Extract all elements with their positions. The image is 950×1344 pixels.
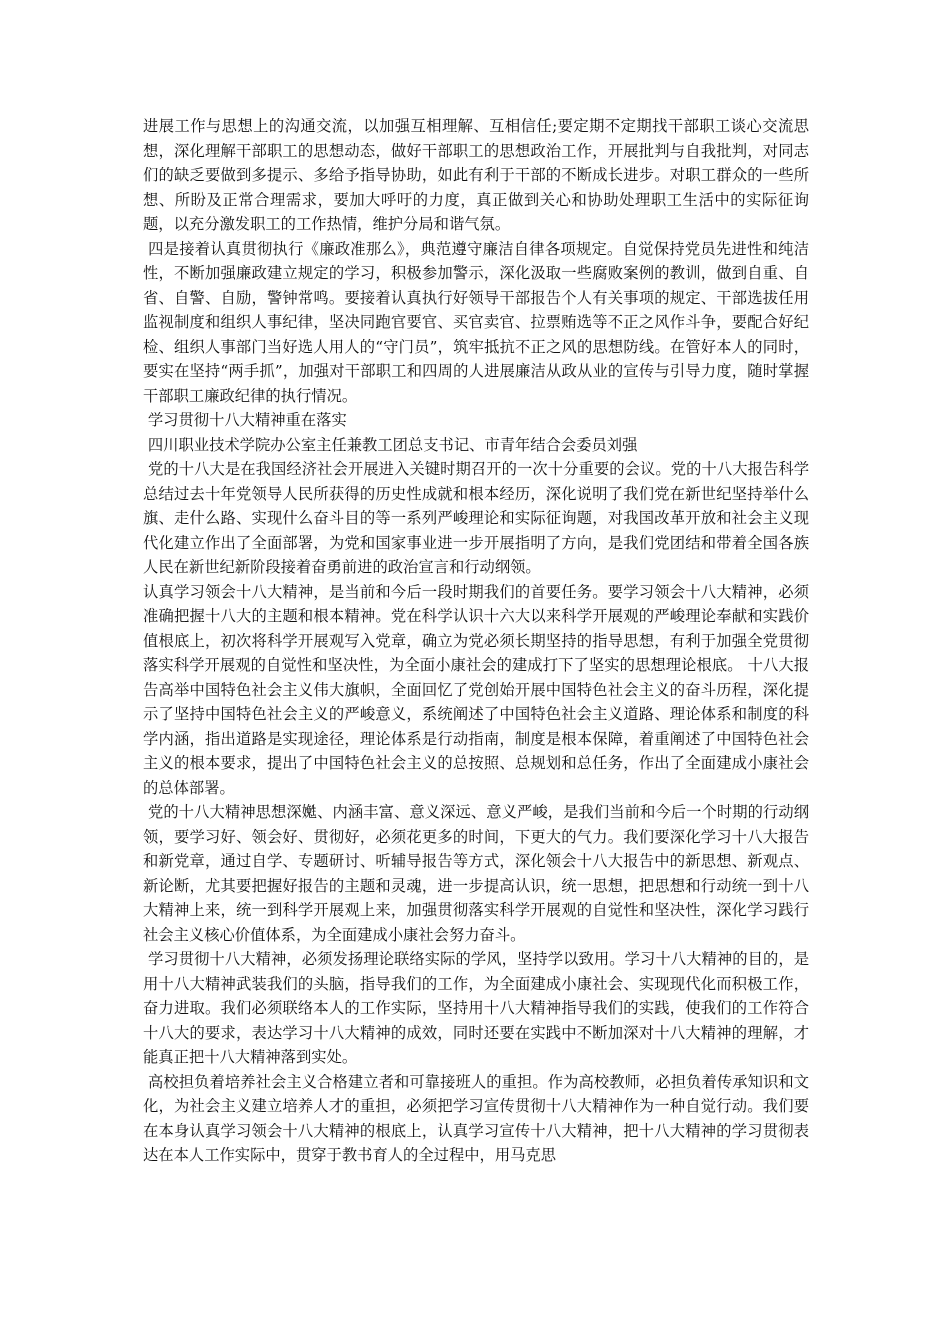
paragraph-6: 学习贯彻十八大精神，必须发扬理论联络实际的学风，坚持学以致用。学习十八大精神的目的，是用十八大精神武装我们的头脑，指导我们的工作，为全面建成小康社会、实现现代化而积极工作，奋力进取。我们必须联络本人的工作实际，坚持用十八大精神指导我们的实践，使我们的工作符合十八大的要求，表达学习十八大精神的成效，同时还要在实践中不断加深对十八大精神的理解，才能真正把十八大精神落到实处。 bbox=[143, 950, 809, 1066]
paragraph-5: 党的十八大精神思想深嬔、内涵丰富、意义深远、意义严峻，是我们当前和今后一个时期的行动纲领，要学习好、领会好、贯彻好，必须花更多的时间，下更大的气力。我们要深化学习十八大报告和新党章，通过自学、专题研讨、听辅导报告等方式，深化领会十八大报告中的新思想、新观点、新论断，尤其要把握好报告的主题和灵魂，进一步提高认识，统一思想，把思想和行动统一到十八大精神上来，统一到科学开展观上来，加强贯彻落实科学开展观的自觉性和坚决性，深化学习践行社会主义核心价值体系，为全面建成小康社会努力奋斗。 bbox=[143, 803, 809, 944]
document-body bbox=[143, 114, 809, 1168]
paragraph-7: 高校担负着培养社会主义合格建立者和可靠接班人的重担。作为高校教师，必担负着传承知识和文化，为社会主义建立培养人才的重担，必须把学习宣传贯彻十八大精神作为一种自觉行动。我们要在本身认真学习领会十八大精神的根底上，认真学习宣传十八大精神，把十八大精神的学习贯彻表达在本人工作实际中，贯穿于教书育人的全过程中，用马克思 bbox=[143, 1072, 809, 1164]
paragraph-3: 党的十八大是在我国经济社会开展进入关键时期召开的一次十分重要的会议。党的十八大报告科学总结过去十年党领导人民所获得的历史性成就和根本经历，深化说明了我们党在新世纪坚持举什么旗、走什么路、实现什么奋斗目的等一系列严峻理论和实际征询题，对我国改革开放和社会主义现代化建立作出了全面部署，为党和国家事业进一步开展指明了方向，是我们党团结和带着全国各族人民在新世纪新阶段接着奋勇前进的政治宣言和行动纲领。 bbox=[143, 460, 809, 576]
paragraph-2: 四是接着认真贯彻执行《廉政准那么》，典范遵守廉洁自律各项规定。自觉保持党员先进性和纯洁性，不断加强廉政建立规定的学习，积极参加警示，深化汲取一些腐败案例的教训，做到自重、自省、自警、自励，警钟常鸣。要接着认真执行好领导干部报告个人有关事项的规定、干部选拔任用监视制度和组织人事纪律，坚决同跑官要官、买官卖官、拉票贿选等不正之风作斗争，要配合好纪检、组织人事部门当好选人用人的“守门员”，筑牢抵抗不正之风的思想防线。在管好本人的同时，要实在坚持“两手抓”，加强对干部职工和四周的人进展廉洁从政从业的宣传与引导力度，随时掌握干部职工廉政纪律的执行情况。 bbox=[143, 239, 809, 405]
section-heading: 学习贯彻十八大精神重在落实 bbox=[143, 411, 347, 429]
author-line: 四川职业技术学院办公室主任兼教工团总支书记、市青年结合会委员刘强 bbox=[143, 435, 638, 454]
paragraph-4: 认真学习领会十八大精神，是当前和今后一段时期我们的首要任务。要学习领会十八大精神，必须准确把握十八大的主题和根本精神。党在科学认识十六大以来科学开展观的严峻理论奉献和实践价值根底上，初次将科学开展观写入党章，确立为党必须长期坚持的指导思想，有利于加强全党贯彻落实科学开展观的自觉性和坚决性，为全面小康社会的建成打下了坚实的思想理论根底。 十八大报告高举中国特色社会主义伟大旗帜，全面回忆了党创始开展中国特色社会主义的奋斗历程，深化提示了坚持中国特色社会主义的严峻意义，系统阐述了中国特色社会主义道路、理论体系和制度的科学内涵，指出道路是实现途径，理论体系是行动指南，制度是根本保障，着重阐述了中国特色社会主义的根本要求，提出了中国特色社会主义的总按照、总规划和总任务，作出了全面建成小康社会的总体部署。 bbox=[143, 582, 809, 797]
paragraph-1: 进展工作与思想上的沟通交流，以加强互相理解、互相信任;要定期不定期找干部职工谈心交流思想，深化理解干部职工的思想动态，做好干部职工的思想政治工作，开展批判与自我批判，对同志们的缺乏要做到多提示、多给予指导协助，如此有利于干部的不断成长进步。对职工群众的一些所想、所盼及正常合理需求，要加大呼吁的力度，真正做到关心和协助处理职工生活中的实际征询题，以充分激发职工的工作热情，维护分局和谐气氛。 bbox=[143, 117, 809, 233]
